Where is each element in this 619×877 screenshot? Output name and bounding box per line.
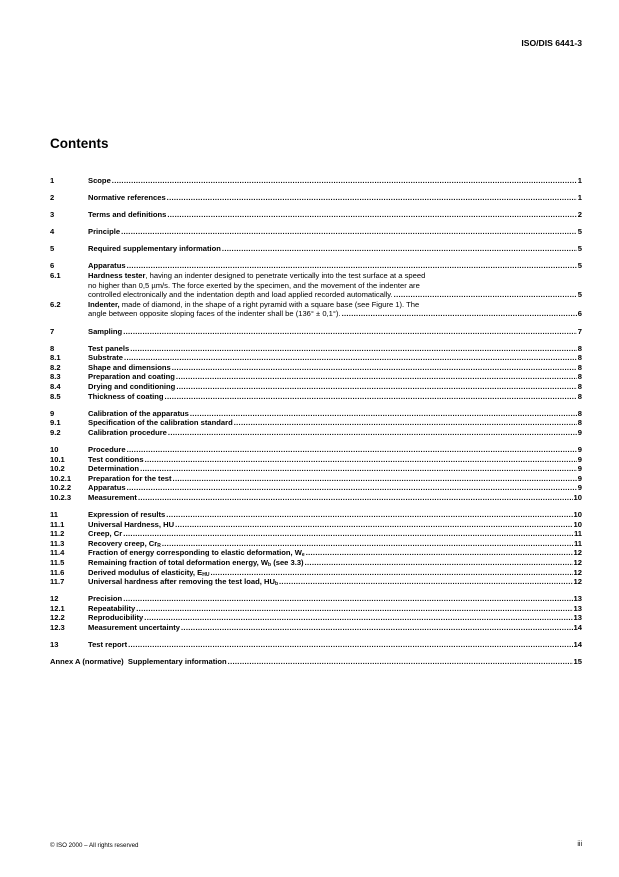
toc-number: 11.2 (50, 529, 65, 539)
toc-title: Sampling (88, 326, 123, 336)
toc-page: 8 (577, 418, 582, 428)
toc-entry-8-5[interactable] (50, 392, 582, 402)
toc-number: 11.1 (50, 519, 65, 529)
toc-entry-11-2[interactable] (50, 529, 582, 539)
leader-dots (144, 613, 572, 623)
leader-dots (138, 493, 573, 503)
toc-entry-11-1[interactable] (50, 520, 582, 530)
toc-title: Terms and definitions (88, 210, 167, 220)
toc-title: Expression of results (88, 510, 166, 520)
toc-title: Creep, Cr (88, 529, 123, 539)
toc-title: Normative references (88, 193, 166, 203)
toc-description: , having an indenter designed to penetrate vertically into the test surface at a speed (145, 271, 426, 281)
toc-entry-9[interactable] (50, 409, 582, 419)
toc-entry-2[interactable] (50, 193, 582, 203)
toc-page: 14 (573, 623, 582, 633)
toc-title: Required supplementary information (88, 244, 221, 254)
leader-dots (162, 539, 573, 549)
toc-entry-6[interactable] (50, 261, 582, 271)
toc-number: 6 (50, 261, 55, 271)
toc-entry-6-1[interactable] (50, 271, 582, 300)
toc-title: Preparation and coating (88, 372, 175, 382)
toc-title: Indenter, (88, 299, 120, 309)
toc-title: Drying and conditioning (88, 382, 176, 391)
toc-entry-10-2-2[interactable] (50, 483, 582, 493)
toc-entry-8-4[interactable] (50, 382, 582, 392)
toc-number: 12.2 (50, 613, 65, 623)
toc-page: 13 (573, 594, 582, 604)
leader-dots (279, 577, 573, 587)
leader-dots (124, 353, 577, 363)
toc-entry-8-2[interactable] (50, 363, 582, 373)
toc-subscript: R (157, 542, 161, 549)
toc-title: Preparation for the test (88, 473, 172, 483)
toc-number: 9 (50, 408, 55, 418)
toc-page: 12 (573, 548, 582, 558)
leader-dots (176, 382, 576, 392)
toc-number: 11.4 (50, 548, 65, 558)
toc-page: 11 (573, 529, 582, 539)
toc-number: 10.2.2 (50, 483, 72, 493)
toc-title: Test report (88, 640, 128, 650)
leader-dots (173, 474, 577, 484)
toc-number: 9.2 (50, 427, 61, 437)
toc-page: 8 (577, 382, 582, 391)
leader-dots (175, 520, 572, 530)
toc-entry-7[interactable] (50, 327, 582, 337)
toc-number: 11 (50, 510, 59, 520)
leader-dots (145, 455, 577, 465)
leader-dots (121, 227, 577, 237)
toc-number: 2 (50, 193, 55, 203)
leader-dots (306, 548, 573, 558)
toc-title: Apparatus (88, 483, 126, 493)
leader-dots (222, 244, 577, 254)
leader-dots (234, 418, 577, 428)
page-number: iii (577, 841, 582, 848)
toc-title: Measurement (88, 492, 137, 502)
toc-page: 9 (577, 464, 582, 474)
toc-title: Recovery creep, Cr (88, 538, 158, 548)
toc-entry-11[interactable] (50, 510, 582, 520)
toc-number: 3 (50, 210, 55, 220)
toc-title: Scope (88, 176, 111, 185)
toc-entry-10-1[interactable] (50, 455, 582, 465)
table-of-contents (50, 176, 582, 667)
toc-number: 13 (50, 640, 59, 650)
leader-dots (123, 327, 577, 337)
toc-page: 8 (577, 343, 582, 353)
toc-entry-11-4[interactable] (50, 548, 582, 558)
toc-title: Universal hardness after removing the test load, HU (88, 577, 275, 587)
toc-title: Calibration of the apparatus (88, 408, 189, 418)
toc-subscript: e (301, 552, 305, 559)
toc-title-suffix: (see 3.3) (271, 558, 304, 567)
leader-dots (166, 510, 572, 520)
toc-number: 8.5 (50, 391, 61, 401)
toc-number: 1 (50, 176, 55, 185)
toc-description: angle between opposite sloping faces of the indenter shall be (136° ± 0,1°). (88, 309, 341, 319)
toc-page: 1 (577, 193, 582, 203)
leader-dots (136, 604, 572, 614)
toc-title: Shape and dimensions (88, 362, 171, 372)
toc-page: 15 (573, 657, 582, 667)
toc-title: Procedure (88, 444, 126, 454)
toc-entry-annex-a[interactable] (50, 657, 582, 667)
toc-title: Specification of the calibration standard (88, 418, 233, 428)
toc-number: 10.2 (50, 464, 65, 474)
leader-dots (140, 464, 577, 474)
toc-number: 7 (50, 326, 55, 336)
toc-number: 11.6 (50, 567, 65, 577)
leader-dots (167, 210, 576, 220)
toc-page: 10 (573, 492, 582, 502)
toc-number: 9.1 (50, 418, 61, 428)
toc-title: Test panels (88, 343, 130, 353)
toc-title: Substrate (88, 353, 124, 363)
toc-entry-10-2-3[interactable] (50, 493, 582, 503)
toc-page: 9 (577, 427, 582, 437)
toc-title: Measurement uncertainty (88, 623, 180, 633)
leader-dots (123, 529, 573, 539)
toc-page: 6 (577, 309, 582, 319)
leader-dots (190, 409, 577, 419)
toc-title: Test conditions (88, 454, 144, 464)
toc-page: 5 (577, 261, 582, 271)
toc-page: 12 (573, 567, 582, 577)
toc-title: Determination (88, 464, 140, 474)
toc-entry-12-2[interactable] (50, 613, 582, 623)
leader-dots (130, 344, 577, 354)
toc-page: 2 (577, 210, 582, 220)
toc-page: 14 (573, 640, 582, 650)
toc-page: 8 (577, 372, 582, 382)
leader-dots (342, 309, 577, 319)
toc-number: 12.1 (50, 603, 65, 613)
toc-number: 8.1 (50, 353, 61, 363)
toc-page: 12 (573, 558, 582, 567)
toc-entry-12-3[interactable] (50, 623, 582, 633)
toc-number: 5 (50, 244, 55, 254)
toc-subscript: b (268, 562, 272, 568)
toc-subscript: HU (202, 571, 210, 578)
toc-title: Principle (88, 227, 121, 237)
toc-number: 12 (50, 594, 59, 604)
toc-entry-5[interactable] (50, 244, 582, 254)
toc-title: Fraction of energy corresponding to elastic deformation, W (88, 548, 302, 558)
toc-entry-8[interactable] (50, 344, 582, 354)
leader-dots (165, 392, 577, 402)
leader-dots (127, 445, 577, 455)
toc-entry-12[interactable] (50, 594, 582, 604)
leader-dots (172, 363, 577, 373)
copyright-notice: © ISO 2000 – All rights reserved (50, 842, 139, 849)
leader-dots (167, 193, 577, 203)
leader-dots (123, 594, 572, 604)
toc-page: 1 (577, 176, 582, 185)
toc-page: 9 (577, 473, 582, 483)
toc-page: 8 (577, 353, 582, 363)
toc-title: Universal Hardness, HU (88, 519, 175, 529)
document-id: ISO/DIS 6441-3 (521, 38, 582, 48)
toc-number: 8 (50, 343, 55, 353)
toc-page: 9 (577, 454, 582, 464)
toc-title: Thickness of coating (88, 391, 164, 401)
toc-number: 11.5 (50, 558, 65, 567)
toc-entry-8-3[interactable] (50, 372, 582, 382)
toc-title: Precision (88, 594, 123, 604)
toc-page: 7 (577, 326, 582, 336)
toc-page: 5 (577, 244, 582, 254)
toc-entry-10-2[interactable] (50, 464, 582, 474)
toc-entry-9-2[interactable] (50, 428, 582, 438)
toc-number: 10.2.1 (50, 473, 72, 483)
toc-entry-10[interactable] (50, 445, 582, 455)
toc-description: no higher than 0,5 µm/s. The force exerted by the specimen, and the movement of the indenter are (88, 280, 420, 290)
toc-number: 8.3 (50, 372, 61, 382)
toc-title: Remaining fraction of total deformation energy, W (88, 558, 269, 567)
toc-page: 9 (577, 444, 582, 454)
toc-title: Annex A (normative) Supplementary information (50, 657, 227, 667)
toc-page: 9 (577, 483, 582, 493)
toc-page: 13 (573, 613, 582, 623)
toc-entry-4[interactable] (50, 227, 582, 237)
toc-description: made of diamond, in the shape of a right pyramid with a square base (see Figure 1). The (119, 299, 420, 309)
toc-entry-10-2-1[interactable] (50, 474, 582, 484)
leader-dots (394, 290, 577, 300)
toc-title: Repeatability (88, 603, 136, 613)
toc-entry-3[interactable] (50, 210, 582, 220)
toc-subscript: b (274, 581, 279, 588)
toc-title: Reproducibility (88, 613, 144, 623)
toc-number: 4 (50, 227, 55, 237)
toc-title: Apparatus (88, 261, 126, 271)
toc-number: 11.7 (50, 577, 65, 587)
toc-number: 6.1 (50, 271, 61, 281)
leader-dots (181, 623, 573, 633)
toc-number: 12.3 (50, 623, 65, 633)
leader-dots (112, 176, 577, 186)
toc-number: 8.4 (50, 382, 61, 391)
toc-number: 6.2 (50, 299, 61, 309)
leader-dots (228, 657, 573, 667)
toc-entry-6-2[interactable] (50, 300, 582, 319)
toc-number: 11.3 (50, 538, 65, 548)
toc-entry-8-1[interactable] (50, 353, 582, 363)
toc-page: 8 (577, 408, 582, 418)
leader-dots (210, 568, 572, 578)
toc-number: 10.2.3 (50, 492, 72, 502)
toc-entry-1[interactable] (50, 176, 582, 186)
leader-dots (305, 558, 573, 568)
toc-title: Derived modulus of elasticity, E (88, 567, 203, 577)
toc-title: Hardness tester (88, 271, 146, 281)
toc-description: controlled electronically and the indentation depth and load applied recorded automatically. (88, 290, 393, 300)
toc-entry-11-6[interactable] (50, 568, 582, 578)
leader-dots (127, 261, 577, 271)
toc-entry-11-5[interactable] (50, 558, 582, 568)
leader-dots (168, 428, 577, 438)
toc-entry-12-1[interactable] (50, 604, 582, 614)
toc-title: Calibration procedure (88, 427, 167, 437)
toc-page: 10 (573, 519, 582, 529)
toc-entry-9-1[interactable] (50, 418, 582, 428)
leader-dots (176, 372, 577, 382)
toc-page: 5 (577, 290, 582, 300)
toc-page: 8 (577, 391, 582, 401)
toc-number: 8.2 (50, 362, 61, 372)
contents-heading: Contents (50, 136, 109, 151)
leader-dots (128, 640, 572, 650)
toc-page: 5 (577, 227, 582, 237)
leader-dots (127, 483, 577, 493)
toc-number: 10.1 (50, 454, 65, 464)
toc-page: 13 (573, 603, 582, 613)
toc-page: 12 (573, 577, 582, 587)
toc-entry-11-7[interactable] (50, 577, 582, 587)
toc-number: 10 (50, 444, 59, 454)
toc-page: 11 (573, 538, 582, 548)
toc-page: 10 (573, 510, 582, 520)
toc-page: 8 (577, 362, 582, 372)
toc-entry-11-3[interactable] (50, 539, 582, 549)
toc-entry-13[interactable] (50, 640, 582, 650)
